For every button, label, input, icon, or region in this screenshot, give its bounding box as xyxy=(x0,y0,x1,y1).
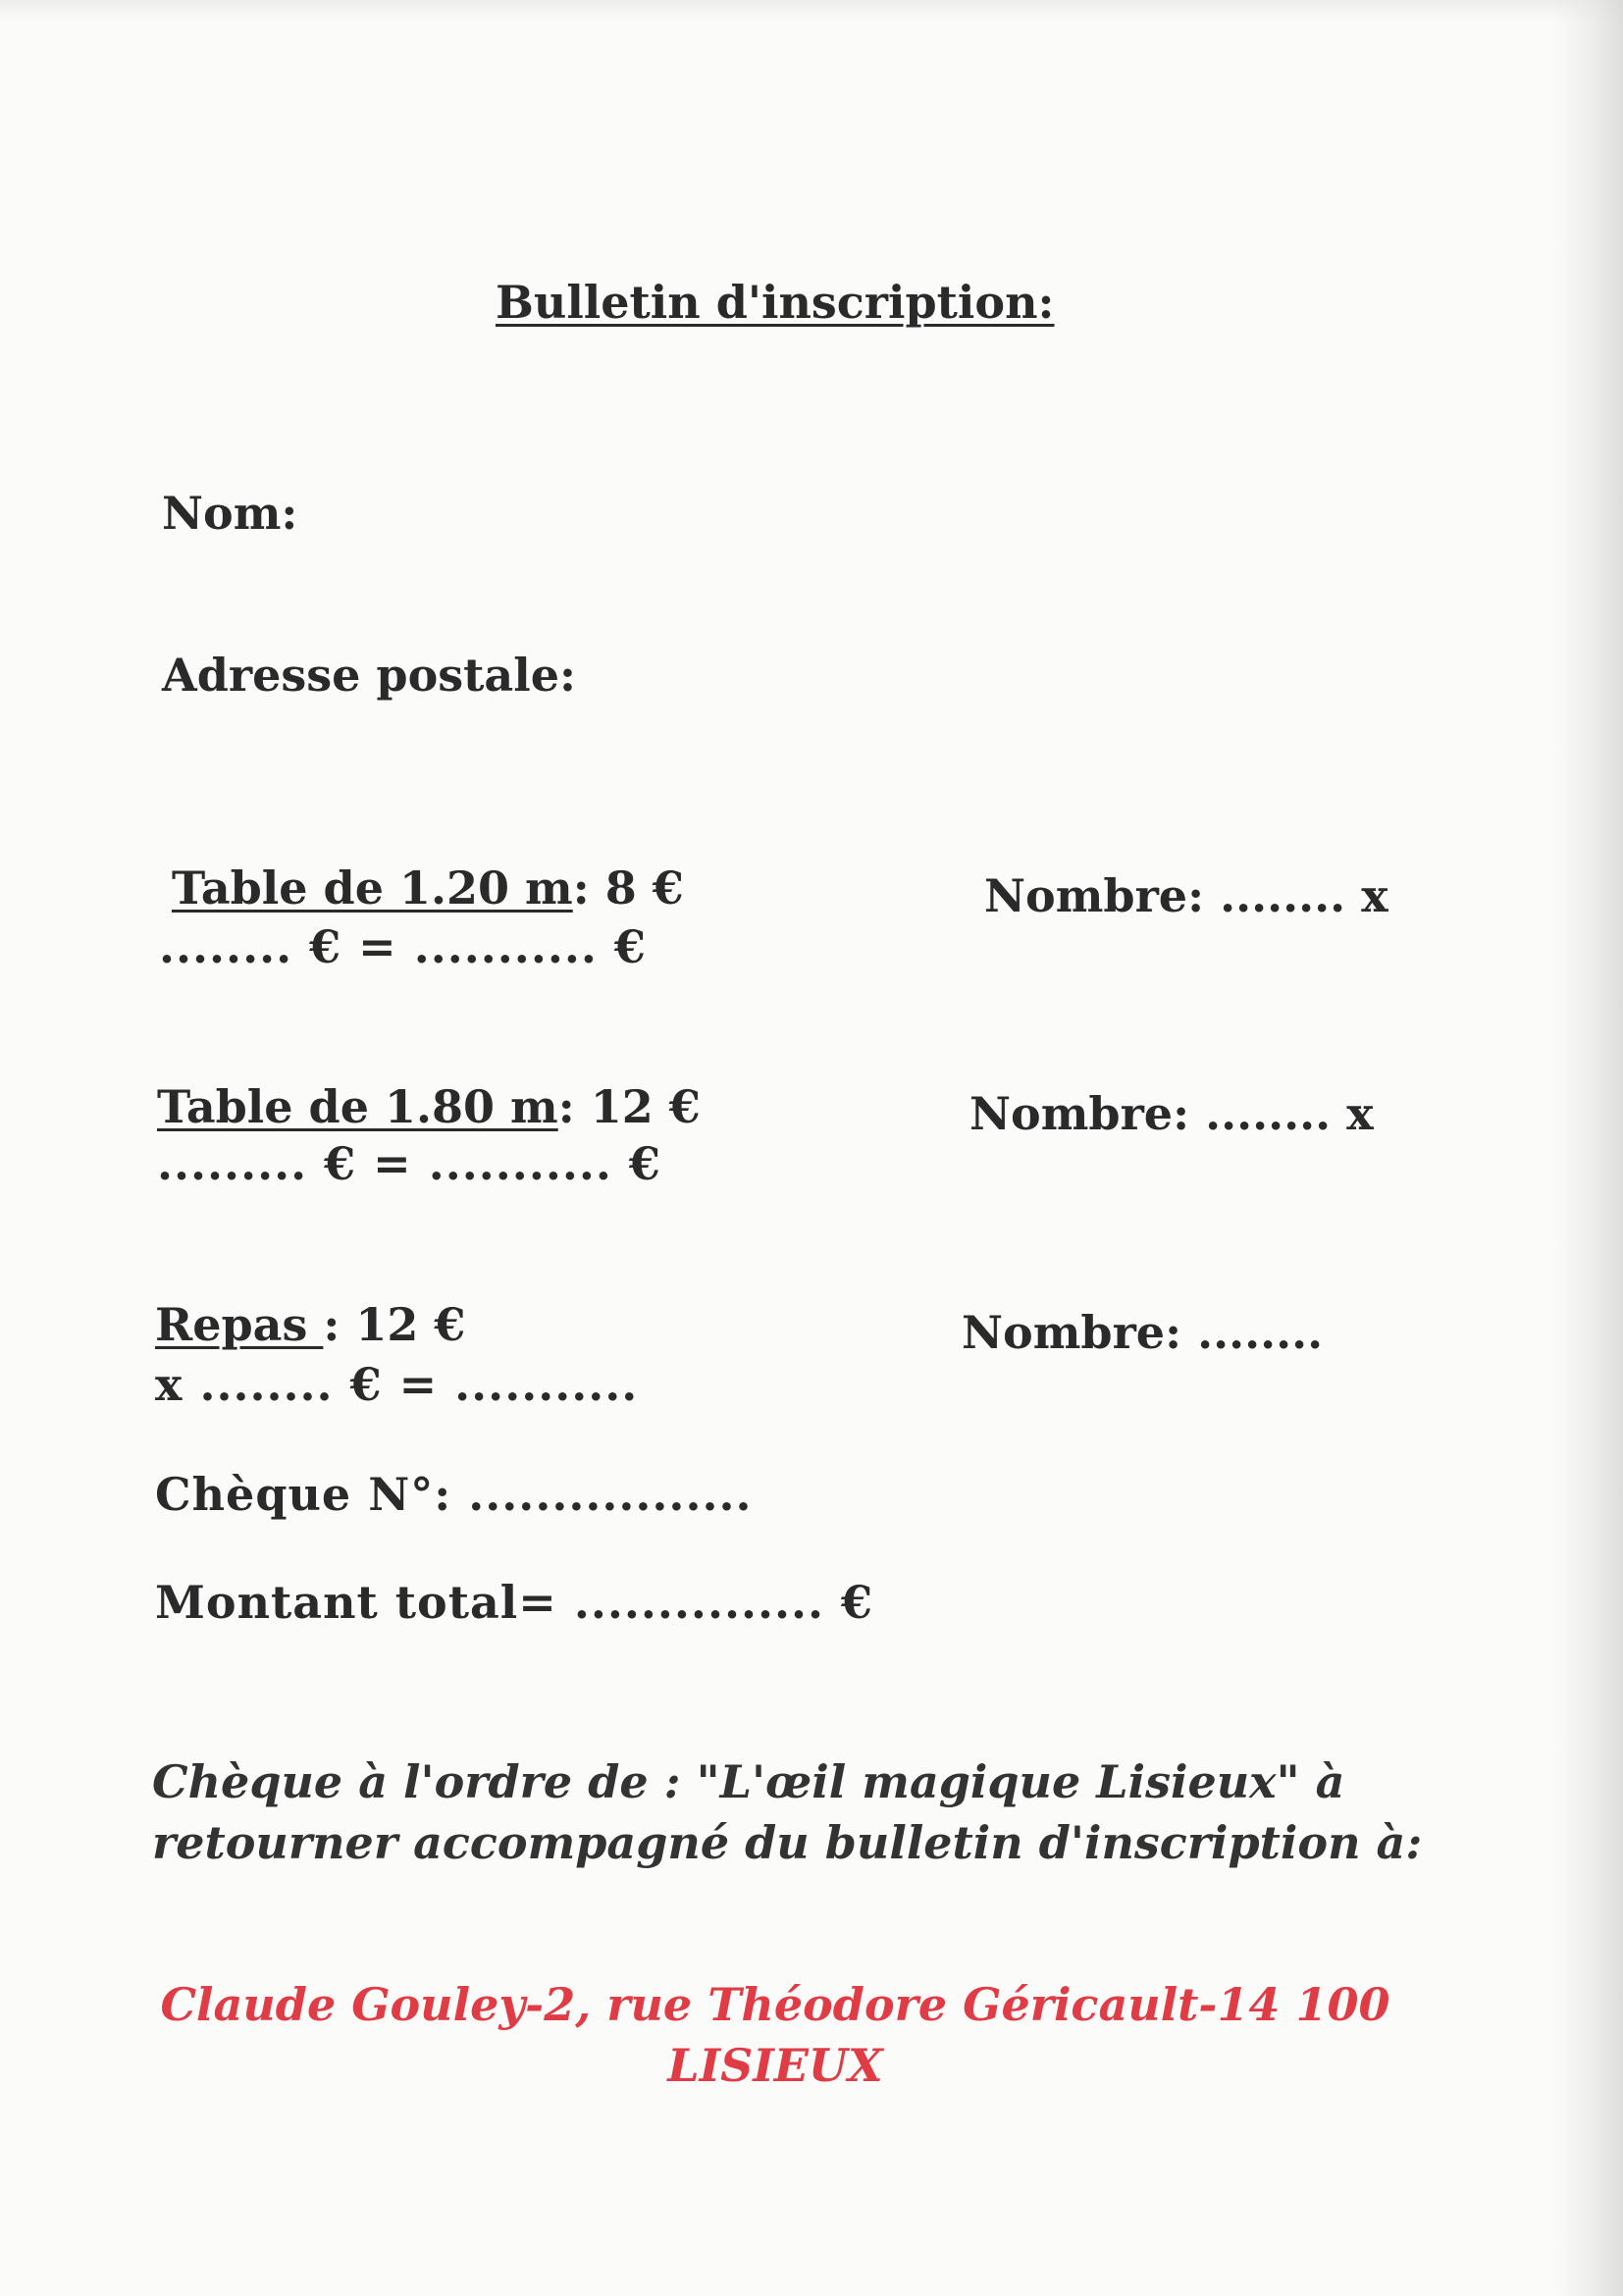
table-120-calculation: ........ € = ........... € xyxy=(159,920,647,973)
payment-instructions: Chèque à l'ordre de : "L'œil magique Lisieux" à retourner accompagné du bulletin d'inscription à: xyxy=(152,1755,1423,1869)
meal-quantity: Nombre: ........ xyxy=(962,1306,1324,1359)
table-120-line xyxy=(172,861,684,914)
meal-label: Repas xyxy=(155,1298,324,1351)
total-amount-field: Montant total= ............... € xyxy=(155,1576,874,1629)
scan-edge-shadow xyxy=(1554,0,1623,2296)
table-180-label: Table de 1.80 m xyxy=(157,1080,558,1133)
table-180-quantity: Nombre: ........ x xyxy=(969,1087,1374,1140)
table-120-label: Table de 1.20 m xyxy=(172,861,573,914)
meal-price: : 12 € xyxy=(323,1298,466,1351)
postal-address-field-label: Adresse postale: xyxy=(162,649,576,702)
table-120-price: : 8 € xyxy=(572,861,684,914)
table-180-line xyxy=(157,1080,701,1133)
mailing-address-line-2: LISIEUX xyxy=(667,2039,883,2092)
name-field-label: Nom: xyxy=(162,487,298,540)
table-180-price: : 12 € xyxy=(557,1080,701,1133)
scan-speck xyxy=(1446,2259,1476,2269)
scan-top-shade xyxy=(0,0,1623,22)
table-120-quantity: Nombre: ........ x xyxy=(984,869,1388,922)
meal-calculation: x ........ € = ........... xyxy=(155,1358,639,1411)
meal-line xyxy=(155,1298,466,1351)
mailing-address-line-1: Claude Gouley-2, rue Théodore Géricault-14 100 xyxy=(160,1978,1390,2031)
cheque-number-field: Chèque N°: ................. xyxy=(155,1468,753,1521)
mailing-address xyxy=(152,1974,1398,2096)
page-title: Bulletin d'inscription: xyxy=(496,276,1055,329)
table-180-calculation: ......... € = ........... € xyxy=(157,1137,661,1190)
